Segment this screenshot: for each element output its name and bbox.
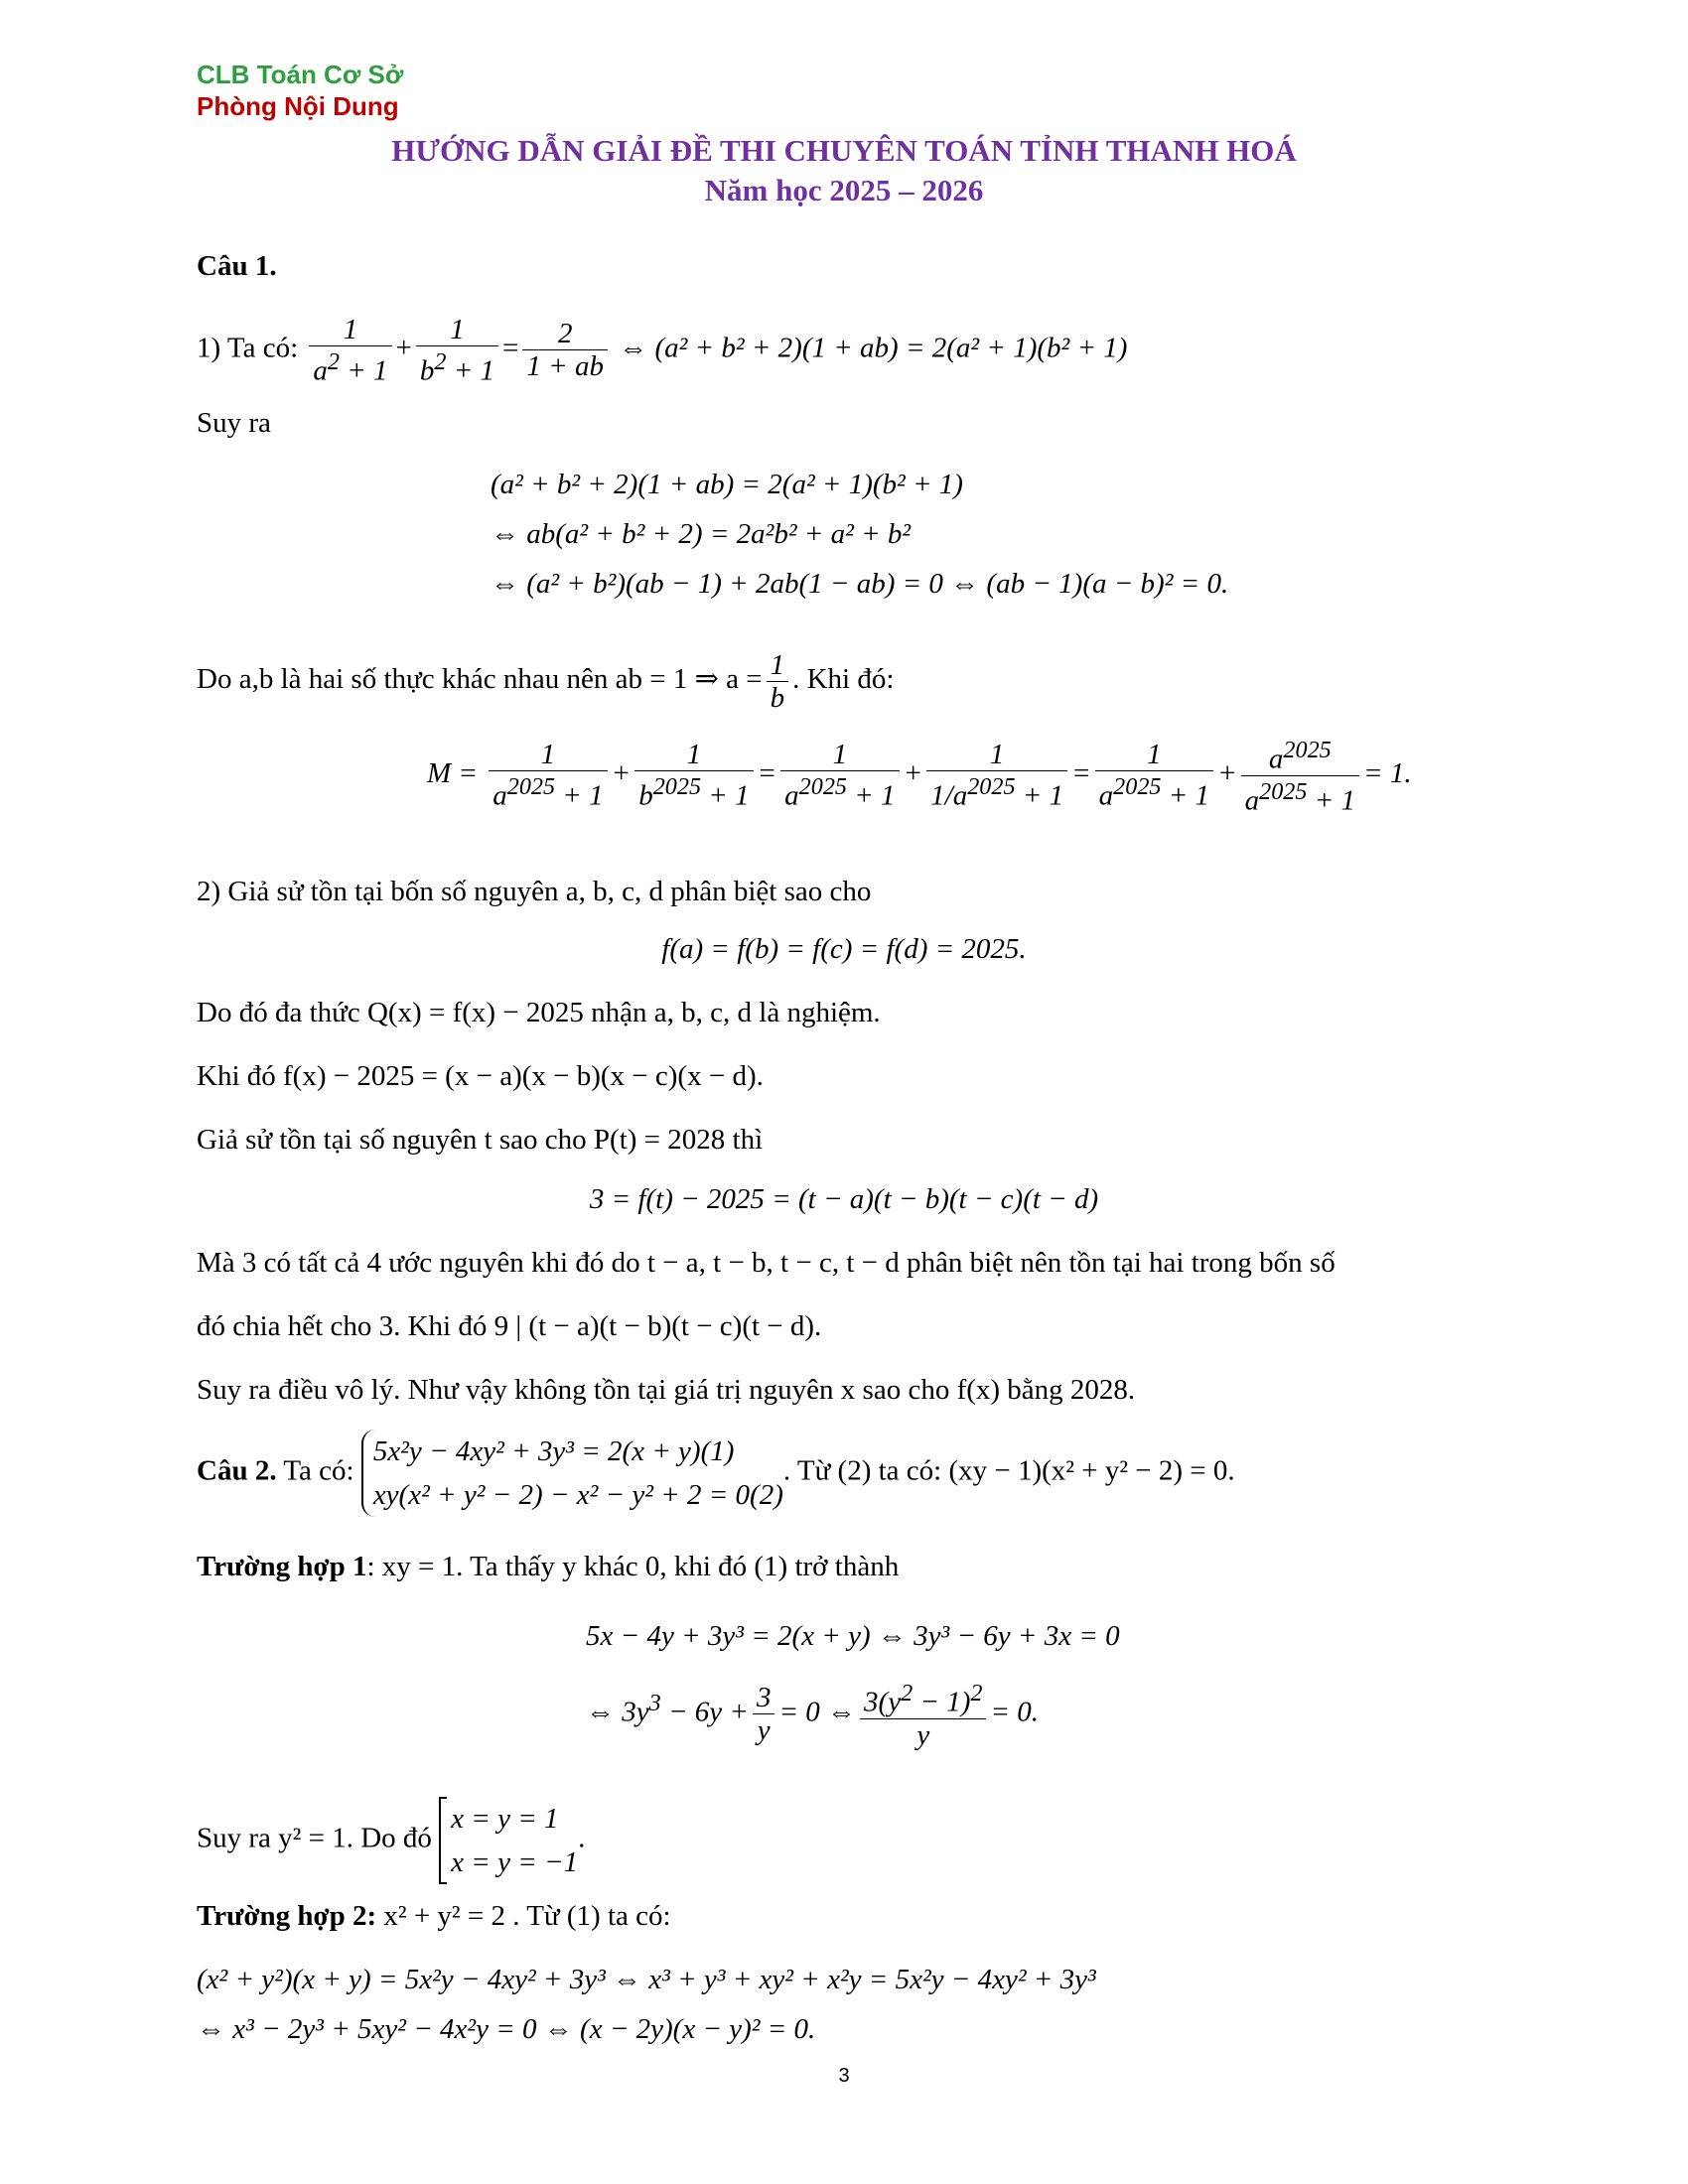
case1-equation2: ⇔ $3y^3 - 6y$ + $\frac{3}{y}$ = 0 ⇔ $\frac{3(y^2 - 1)^2}{y}$ = 0. — [586, 1680, 1040, 1751]
distinct-reasoning-tail: . Khi đó: — [792, 663, 895, 696]
fraction: $\frac{1}{a^{2025} + 1}$ — [489, 739, 607, 812]
cau1-part2-line5: Mà 3 có tất cả 4 ước nguyên khi đó do t − a, t − b, t − c, t − d phân biệt nên tồn tại hai trong bốn số — [197, 1247, 1336, 1279]
cau2-from-2: . Từ (2) ta có: (xy − 1)(x² + y² − 2) = 0. — [782, 1454, 1235, 1487]
case1-conclusion: Suy ra y² = 1. Do đó x = y = 1 x = y = −1 . — [197, 1797, 585, 1884]
cau1-heading: Câu 1. — [197, 250, 277, 282]
system-equation-1: 5x²y − 4xy² + 3y³ = 2(x + y)(1) — [372, 1435, 735, 1467]
case2-equation2: ⇔ x³ − 2y³ + 5xy² − 4x²y = 0 ⇔ (x − 2y)(x − y)² = 0. — [197, 2013, 816, 2045]
solution-set — [439, 1797, 578, 1884]
fraction: $\frac{1}{a^{2025} + 1}$ — [780, 739, 899, 812]
department-name: Phòng Nội Dung — [197, 91, 399, 121]
case2-text: x² + y² = 2 . Từ (1) ta có: — [383, 1900, 671, 1932]
derivation-line-3: ⇔ (a² + b²)(ab − 1) + 2ab(1 − ab) = 0 ⇔ (ab − 1)(a − b)² = 0. — [491, 568, 1229, 600]
solution-2: x = y = −1 — [451, 1846, 579, 1878]
fraction: $\frac{1}{b^2 + 1}$ — [416, 314, 498, 387]
fraction: $\frac{1}{a^2 + 1}$ — [309, 314, 391, 387]
m-computation: M = $\frac{1}{a^{2025} + 1}$ + $\frac{1}{b^{2025} + 1}$ = $\frac{1}{a^{2025} + 1}$ + $\frac{1}{1/a^{2025} + 1}$ = $\frac{1}{a^{2025} + 1}$ + $\frac{a^{2025}}{a^{2025} + 1}$ = 1. — [427, 737, 1412, 817]
case1-conclusion-text: Suy ra y² = 1. Do đó — [197, 1822, 432, 1854]
case2-label: Trường hợp 2: — [197, 1900, 377, 1932]
case1-line — [197, 1549, 899, 1584]
cau1-part2-line3: Khi đó f(x) − 2025 = (x − a)(x − b)(x − c)(x − d). — [197, 1060, 764, 1092]
club-name: CLB Toán Cơ Sở — [197, 60, 404, 89]
derivation-line-1: (a² + b² + 2)(1 + ab) = 2(a² + 1)(b² + 1) — [491, 469, 963, 500]
fraction: $\frac{3}{y}$ — [753, 1682, 775, 1746]
case1-label: Trường hợp 1 — [197, 1551, 367, 1582]
equation-system — [361, 1430, 783, 1517]
cau1-part2-line6: đó chia hết cho 3. Khi đó 9 | (t − a)(t − b)(t − c)(t − d). — [197, 1310, 822, 1342]
page-number: 3 — [838, 2065, 850, 2087]
case2-line — [197, 1898, 671, 1934]
derivation-line-2: ⇔ ab(a² + b² + 2) = 2a²b² + a² + b² — [491, 518, 912, 550]
case1-text: : xy = 1. Ta thấy y khác 0, khi đó (1) trở thành — [366, 1551, 900, 1582]
cau2-heading: Câu 2. — [197, 1454, 277, 1487]
system-equation-2: xy(x² + y² − 2) − x² − y² + 2 = 0(2) — [372, 1479, 783, 1511]
solution-1: x = y = 1 — [451, 1803, 559, 1835]
cau1-part2-line4: Giả sử tồn tại số nguyên t sao cho P(t) = 2028 thì — [197, 1124, 764, 1156]
fraction: $\frac{1}{a^{2025} + 1}$ — [1095, 739, 1213, 812]
distinct-reasoning — [197, 649, 894, 714]
cau1-part2-line2: Do đó đa thức Q(x) = f(x) − 2025 nhận a, b, c, d là nghiệm. — [197, 997, 881, 1028]
cau1-part1-equivalence: ⇔ (a² + b² + 2)(1 + ab) = 2(a² + 1)(b² + 1) — [619, 332, 1128, 364]
cau1-part2-equation2: 3 = f(t) − 2025 = (t − a)(t − b)(t − c)(t − d) — [589, 1183, 1099, 1215]
cau2-intro: Ta có: — [283, 1454, 354, 1487]
case1-equation1: 5x − 4y + 3y³ = 2(x + y) ⇔ 3y³ − 6y + 3x = 0 — [586, 1620, 1120, 1652]
fraction: $\frac{a^{2025}}{a^{2025} + 1}$ — [1241, 735, 1359, 816]
case2-equation1: (x² + y²)(x + y) = 5x²y − 4xy² + 3y³ ⇔ x³ + y³ + xy² + x²y = 5x²y − 4xy² + 3y³ — [197, 1964, 1096, 1995]
fraction: $\frac{1}{1/a^{2025} + 1}$ — [926, 739, 1067, 812]
suy-ra-label: Suy ra — [197, 407, 271, 439]
school-year: Năm học 2025 – 2026 — [704, 173, 984, 207]
cau1-part1-equation: 1) Ta có: $\frac{1}{a^2 + 1}$ + $\frac{1}{b^2 + 1}$ = $\frac{2}{1 + ab}$ ⇔ (a² + b² + 2)(1 + ab) = 2(a² + 1)(b² + 1) — [197, 314, 1128, 387]
fraction: $\frac{3(y^2 - 1)^2}{y}$ — [860, 1678, 986, 1751]
fraction: $\frac{1}{b^{2025} + 1}$ — [634, 739, 753, 812]
cau1-part1-intro: 1) Ta có: — [197, 332, 299, 364]
distinct-reasoning-text: Do a,b là hai số thực khác nhau nên ab = 1 ⇒ a = — [197, 663, 763, 696]
document-title: HƯỚNG DẪN GIẢI ĐỀ THI CHUYÊN TOÁN TỈNH THANH HOÁ — [391, 133, 1297, 168]
cau1-part2-line1: 2) Giả sử tồn tại bốn số nguyên a, b, c, d phân biệt sao cho — [197, 876, 872, 907]
cau2-system — [197, 1430, 1235, 1517]
fraction: $\frac{1}{b}$ — [767, 649, 789, 714]
cau1-part2-equation1: f(a) = f(b) = f(c) = f(d) = 2025. — [661, 933, 1027, 965]
cau1-part2-line7: Suy ra điều vô lý. Như vậy không tồn tại giá trị nguyên x sao cho f(x) bằng 2028. — [197, 1374, 1136, 1406]
fraction: $\frac{2}{1 + ab}$ — [522, 318, 608, 382]
